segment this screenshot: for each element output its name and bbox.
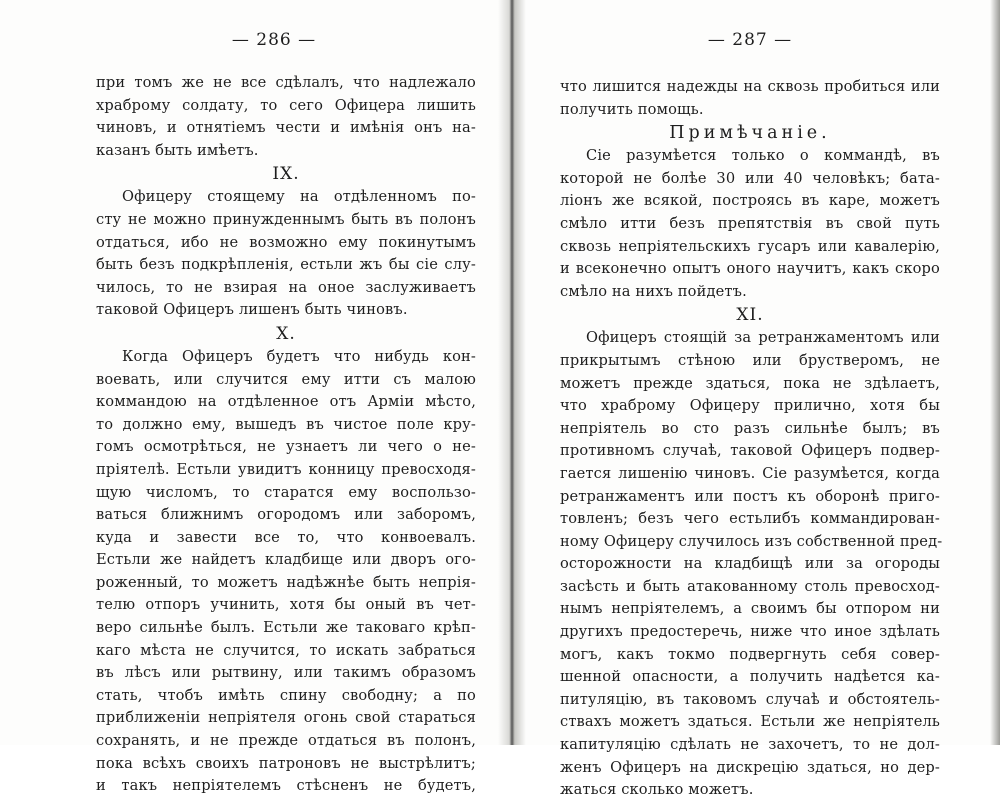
text-line: ному Офицеру случилось изъ собственной пред- (560, 532, 943, 550)
text-line: гомъ осмотрѣться, не узнаетъ ли чего о не- (96, 438, 476, 456)
text-line: другихъ предостеречь, ниже что иное здѣлать (560, 623, 940, 641)
text-line: смѣло итти безъ препятствія въ свой путь (560, 214, 940, 232)
right-page (560, 0, 943, 799)
section-heading-note: Примѣчаніе. (669, 123, 831, 144)
text-line: при томъ же не все сдѣлалъ, что надлежало (96, 74, 476, 91)
text-line: товленъ; безъ чего естьлибъ коммандирован- (560, 510, 940, 528)
text-line: каго мѣста не случится, то искать забраться (96, 641, 476, 659)
text-line: которой не болѣе 30 или 40 человѣкъ; бата- (560, 169, 940, 187)
text-line: стать, чтобъ имѣть спину свободну; а по (96, 686, 476, 704)
text-line: коммандою на отдѣленное отъ Арміи мѣсто, (96, 393, 476, 411)
text-line: Офицеръ стоящій за ретранжаментомъ или (586, 329, 940, 347)
text-line: таковой Офицеръ лишенъ быть чиновъ. (96, 301, 408, 319)
text-line: засѣсть и быть атакованному столь превосход- (560, 577, 940, 595)
text-line: щую числомъ, то старатся ему воспользо- (96, 483, 476, 501)
text-line: веро сильнѣе былъ. Естьли же таковаго крѣп- (96, 619, 476, 637)
text-line: ретранжаментъ или постъ къ оборонѣ приго- (560, 487, 940, 505)
text-line: то должно ему, вышедъ въ чистое поле кру- (96, 415, 476, 433)
right-page-body (560, 76, 943, 802)
text-line: Сіе разумѣется только о коммандѣ, въ (586, 147, 940, 165)
text-line: противномъ случаѣ, таковой Офицеръ подвер- (560, 442, 940, 460)
text-line: храброму солдату, то сего Офицера лишить (96, 96, 476, 114)
text-line: воевать, или случится ему итти съ малою (96, 370, 476, 388)
text-line: чилось, то не взирая на оное заслуживаетъ (96, 278, 476, 296)
text-line: въ лѣсъ или рытвину, или такимъ образомъ (96, 664, 476, 682)
text-line: жаться сколько можетъ. (560, 781, 754, 799)
text-line: и всеконечно опытъ оного научитъ, какъ скоро (560, 260, 940, 278)
text-line: чиновъ, и отнятіемъ чести и имѣнія онъ на- (96, 119, 476, 137)
text-line: капитуляцію сдѣлать не захочетъ, то не дол- (560, 736, 940, 754)
text-line: ліонъ же всякой, построясь въ каре, можетъ (560, 192, 940, 210)
text-line: быть безъ подкрѣпленія, естьли жъ бы сіе слу- (96, 256, 476, 274)
page-number-right: — 287 — (707, 30, 793, 50)
text-line: смѣло на нихъ пойдетъ. (560, 282, 747, 300)
text-line: пріятелѣ. Естьли увидитъ конницу превосходя- (96, 460, 476, 478)
section-heading-x: X. (276, 323, 296, 344)
left-page (96, 0, 476, 795)
text-line: ваться ближнимъ огородомъ или заборомъ, (96, 506, 476, 524)
text-line: сохранять, и не прежде отдаться въ полонъ, (96, 732, 476, 750)
text-line: ствахъ можетъ здаться. Естьли же непріятель (560, 713, 940, 731)
text-line: роженный, то можетъ надѣжнѣе быть непрія- (96, 573, 476, 591)
text-line: можетъ прежде здаться, пока не здѣлаетъ, (560, 374, 940, 392)
text-line: отдаться, ибо не возможно ему покинутымъ (96, 233, 476, 251)
text-line: Когда Офицеръ будетъ что нибудь кон- (122, 347, 476, 365)
page-number-left: — 286 — (231, 30, 317, 50)
text-line: приближеніи непріятеля огонь свой стараться (96, 709, 476, 727)
text-line: прикрытымъ стѣною или брустверомъ, не (560, 351, 940, 369)
text-line: пока всѣхъ своихъ патроновъ не выстрѣлитъ; (96, 754, 476, 772)
text-line: казанъ быть имѣетъ. (96, 141, 259, 159)
text-line: нымъ непріятелемъ, а своимъ бы отпором ни (560, 600, 940, 618)
section-heading-ix: IX. (272, 164, 300, 185)
text-line: шенной опасности, а получить надѣется ка- (560, 668, 940, 686)
text-line: Офицеру стоящему на отдѣленномъ по- (122, 188, 476, 206)
text-line: что лишится надежды на сквозь пробиться или (560, 78, 940, 95)
text-line: что храброму Офицеру прилично, хотя бы (560, 397, 940, 415)
text-line: женъ Офицеръ на дискрецію здаться, но дер- (560, 758, 940, 776)
text-line: и такъ непріятелемъ стѣсненъ не будетъ, (96, 777, 476, 795)
text-line: питуляцію, въ таковомъ случаѣ и обстоятель- (560, 690, 940, 708)
left-page-body (96, 72, 476, 798)
text-line: Естьли же найдетъ кладбище или дворъ ого- (96, 551, 476, 569)
section-heading-xi: XI. (736, 305, 764, 326)
text-line: куда и завести все то, что конвоевалъ. (96, 528, 476, 546)
text-line: гается лишенію чиновъ. Сіе разумѣется, когда (560, 464, 940, 482)
book-gutter (498, 0, 526, 745)
text-line: непріятель во сто разъ сильнѣе былъ; въ (560, 419, 940, 437)
text-line: сквозь непріятельскихъ гусаръ или кавалерію, (560, 237, 940, 255)
text-line: осторожности на кладбищѣ или за огороды (560, 555, 940, 573)
text-line: телю отпоръ учинить, хотя бы оный въ чет- (96, 596, 476, 614)
text-line: могъ, какъ токмо подвергнуть себя совер- (560, 645, 940, 663)
text-line: получить помощь. (560, 100, 704, 118)
text-line: сту не можно принужденнымъ быть въ полонъ (96, 210, 476, 228)
page-edge-shadow (990, 0, 1000, 745)
